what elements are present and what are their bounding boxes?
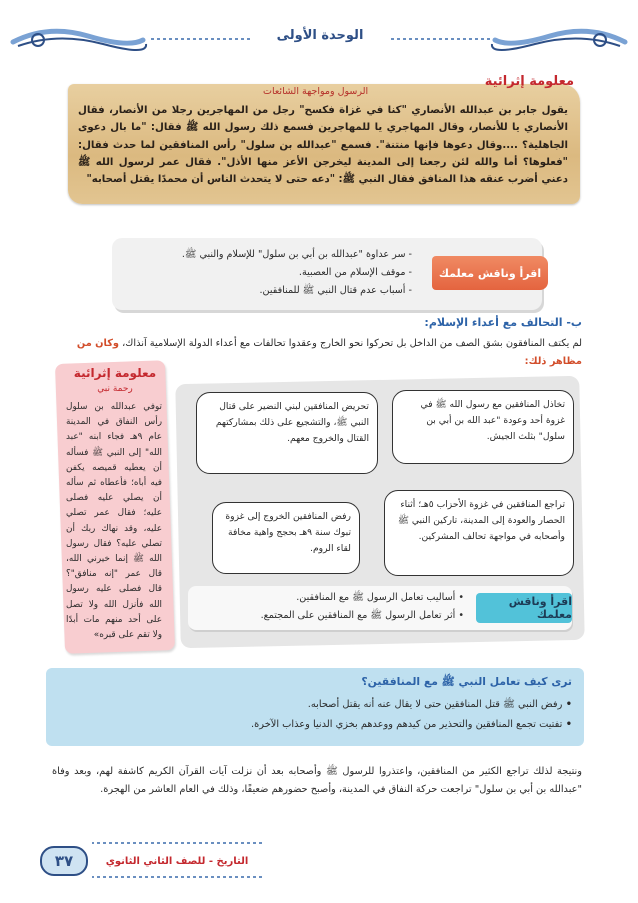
enrichment-body: يقول جابر بن عبدالله الأنصاري "كنا في غزاة فكسح" رجل من المهاجرين رجلا من الأنصار، فقال الأنصاري يا للأنصار، وقال المهاجري يا للمهاجرين فسمع ذلك رسول الله ﷺ فقال: "ما بال دعوى الجاهلية؟ ....وقال دعوها فإنها منتنة". فسمع "عبدالله بن سلول" رأس المنافقين لما حدث فقال: "فعلوها؟ أما والله لئن رجعنا إلى المدينة ليخرجن الأعز منها الأذل". فقال عمر لرسول الله ﷺ دعني أضرب عنقه هذا المنافق فقال النبي ﷺ: "دعه حتى لا يتحدث الناس أن محمدًا يقتل أصحابه" (78, 105, 568, 186)
enrichment-box-mercy (60, 362, 170, 652)
discussion-item: • أثر تعامل الرسول ﷺ مع المنافقين على المجتمع. (194, 607, 464, 625)
header-ornament-right (490, 22, 630, 58)
manifestation-card: رفض المنافقين الخروج إلى غزوة تبوك سنة ٩هـ بحجج واهية مخافة لقاء الروم. (212, 502, 360, 574)
section-b-emphasis: وكان من مظاهر ذلك: (76, 338, 582, 367)
enrichment-box-rumors (68, 70, 580, 204)
footer-dotted-line-top (92, 842, 262, 844)
enrichment-body: توفي عبدالله بن سلول رأس النفاق في المدينة عام ٩هـ فجاء ابنه "عبد الله" إلى النبي ﷺ فسأله أن يعطيه قميصه يكفن فيه أباه؛ فأعطاه ثم سأله أن يصلي عليه فصلى عليه؛ فقال عمر تصلي عليه، وقد نهاك ربك أن تصلي عليه؟ فقال رسول الله ﷺ إنما خيرني الله، قال عمر "إنه منافق"؟ قال فصلى عليه رسول الله فأنزل الله ولا تصل على أحد منهم مات أبدًا ولا تقم على قبره» (66, 402, 162, 641)
discussion-item: - أسباب عدم قتال النبي ﷺ للمنافقين. (122, 282, 412, 300)
discussion-item: - سر عداوة "عبدالله بن أبي بن سلول" للإسلام والنبي ﷺ. (122, 246, 412, 264)
enrichment-subtitle: رحمة نبي (97, 384, 133, 394)
discussion-tab-label: اقرأ وناقش معلمك (432, 256, 548, 290)
discussion-list (122, 246, 412, 300)
manifestation-card: تحريض المنافقين لبني النضير على قتال النبي ﷺ، والتشجيع على ذلك بمشاركتهم القتال والخروج معهم. (196, 392, 378, 474)
section-b-body: لم يكتف المنافقون بشق الصف من الداخل بل تحركوا نحو الخارج وعقدوا تحالفات مع أعداء الدولة الإسلامية آنذاك، (122, 338, 582, 349)
question-title: ترى كيف تعامل النبي ﷺ مع المنافقين؟ (361, 675, 572, 688)
unit-title: الوحدة الأولى (250, 28, 390, 43)
discussion-tab-label: اقرأ وناقش معلمك (476, 593, 572, 623)
discussion-box-2 (188, 586, 572, 630)
discussion-item: • أساليب تعامل الرسول ﷺ مع المنافقين. (194, 589, 464, 607)
enrichment-label: معلومة إثرائية (484, 74, 574, 89)
manifestation-card: تراجع المنافقين في غزوة الأحزاب ٥هـ؛ أثناء الحصار والعودة إلى المدينة، تاركين النبي ﷺ وأصحابه في مواجهة تحالف المشركين. (384, 490, 574, 576)
page-header (0, 8, 638, 66)
page-footer (0, 836, 638, 896)
header-ornament-left (8, 22, 148, 58)
question-box (46, 668, 584, 746)
enrichment-subtitle: الرسول ومواجهة الشائعات (263, 86, 369, 97)
footer-dotted-line-bottom (92, 876, 262, 878)
manifestation-card: تخاذل المنافقين مع رسول الله ﷺ في غزوة أحد وعودة "عبد الله بن أبي بن سلول" بثلث الجيش. (392, 390, 574, 464)
enrichment-label: معلومة إثرائية (73, 366, 157, 380)
conclusion-paragraph: ونتيجة لذلك تراجع الكثير من المنافقين، واعتذروا للرسول ﷺ وأصحابه بعد أن نزلت آيات القرآن الكريم كاشفة لهم، وبعد وفاة "عبدالله بن أبي بن سلول" تراجعت حركة النفاق في المدينة، وأصبح حضورهم ضعيفًا، وذلك في العام العاشر من الهجرة. (52, 766, 582, 795)
page-number: ٣٧ (40, 846, 88, 876)
question-list (62, 695, 572, 735)
manifestations-panel (178, 380, 582, 644)
question-item: • رفض النبي ﷺ قتل المنافقين حتى لا يقال عنه أنه يقتل أصحابه. (62, 695, 572, 715)
discussion-box-1 (112, 238, 542, 310)
header-dotted-line-left (150, 38, 250, 40)
header-dotted-line-right (390, 38, 490, 40)
discussion-list (194, 589, 464, 625)
discussion-item: - موقف الإسلام من العصبية. (122, 264, 412, 282)
book-title: التاريخ - للصف الثاني الثانوي (105, 856, 249, 867)
question-item: • تفتيت تجمع المنافقين والتحذير من كيدهم ووعدهم بخزي الدنيا وعذاب الآخرة. (62, 715, 572, 735)
section-b-title: ب- التحالف مع أعداء الإسلام: (424, 316, 582, 329)
